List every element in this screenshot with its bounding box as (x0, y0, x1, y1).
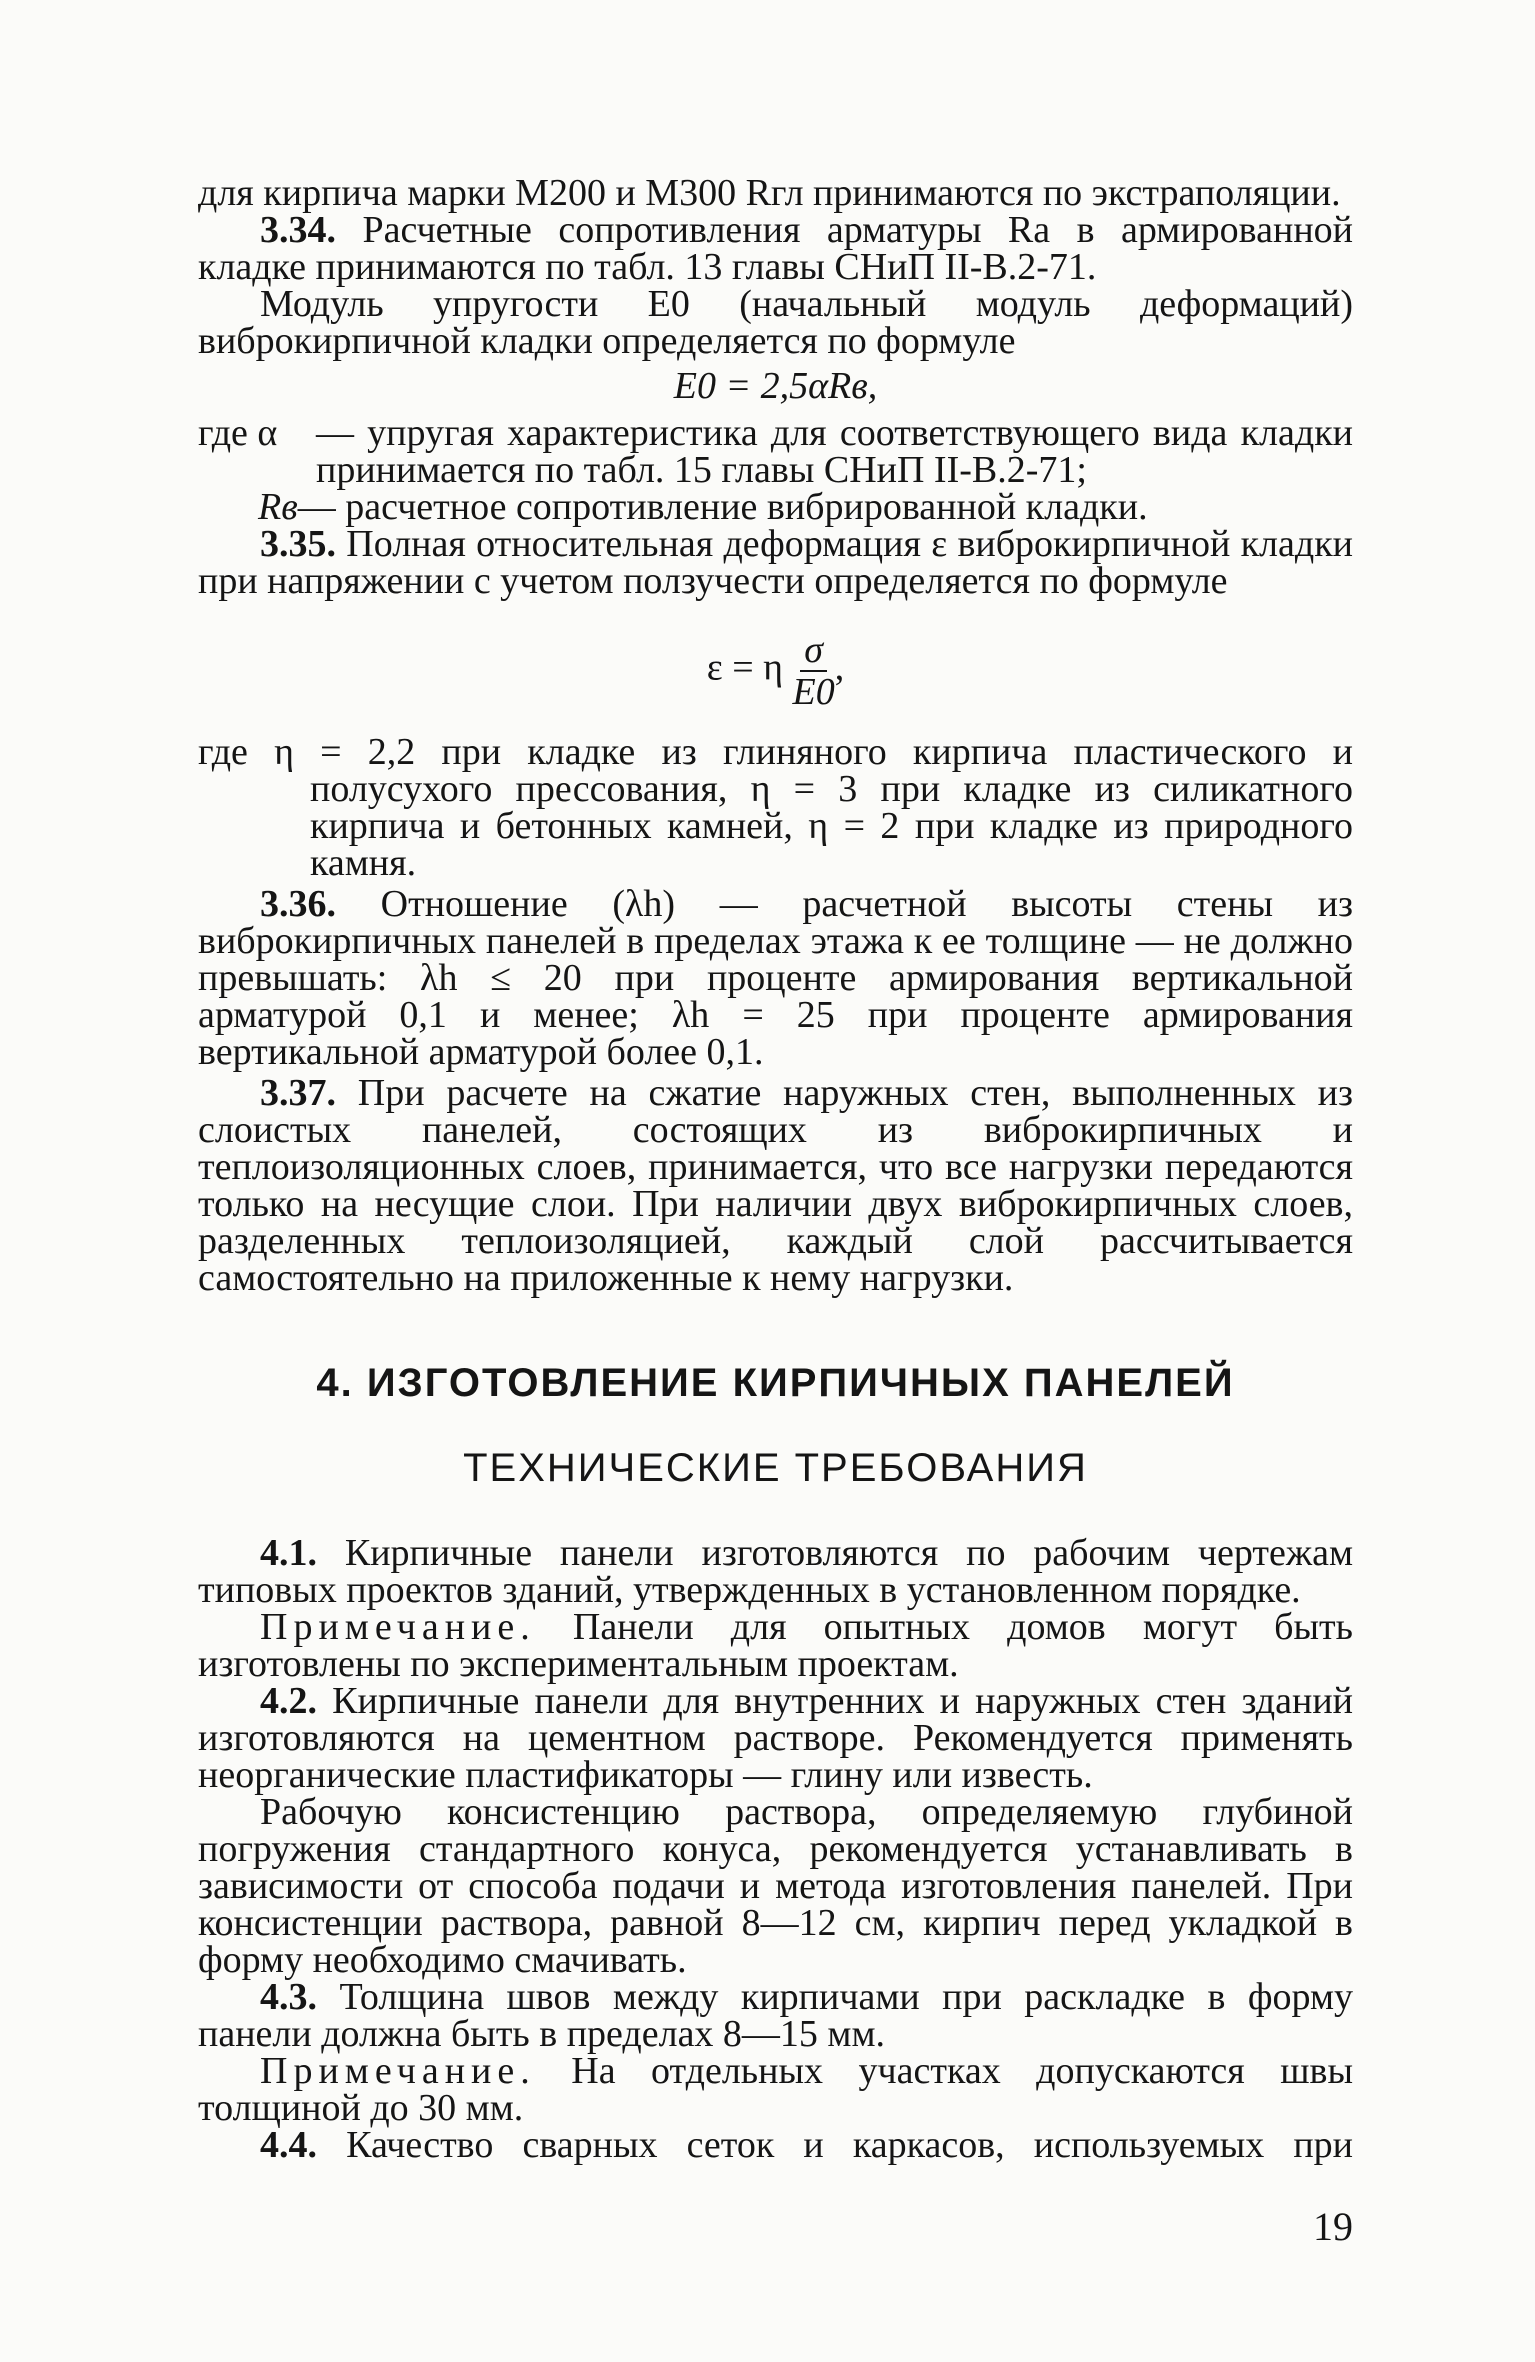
clause-4-3 (198, 1976, 1354, 2055)
where-rb-label: Rв (258, 486, 298, 528)
clause-number: 3.36. (260, 883, 336, 925)
where-eta: где η = 2,2 при кладке из глиняного кирпича пластического и полусухого прессования, η = 3 при кладке из силикатного кирпича и бетонных камней, η = 2 при кладке из природного камня. (198, 731, 1353, 884)
subsection-title: ТЕХНИЧЕСКИЕ ТРЕБОВАНИЯ (463, 1446, 1088, 1490)
clause-3-37 (198, 1072, 1353, 1299)
where-alpha-label: где α (198, 412, 278, 454)
clause-text: При расчете на сжатие наружных стен, выполненных из слоистых панелей, состоящих из виброкирпичных и теплоизоляционных слоев, принимается, что все нагрузки передаются только на несущие слои. При наличии двух виброкирпичных слоев, разделенных теплоизоляцией, каждый слой рассчитывается самостоятельно на приложенные к нему нагрузки. (198, 1072, 1353, 1299)
note-label: Примечание. (260, 2050, 536, 2092)
clause-4-4 (198, 2124, 1353, 2166)
formula-epsilon (198, 630, 1353, 712)
clause-number: 3.34. (260, 209, 336, 251)
clause-number: 3.35. (260, 523, 336, 565)
clause-text: Толщина швов между кирпичами при раскладке в форму панели должна быть в пределах 8—15 мм. (198, 1976, 1354, 2055)
clause-3-35 (198, 523, 1354, 602)
note-label: Примечание. (260, 1606, 536, 1648)
clause-number: 4.1. (260, 1532, 317, 1574)
clause-number: 4.3. (260, 1976, 317, 2018)
where-alpha (198, 412, 1353, 491)
clause-text: Полная относительная деформация ε виброкирпичной кладки при напряжении с учетом ползучести определяется по формуле (198, 523, 1354, 602)
where-rb-text: — расчетное сопротивление вибрированной кладки. (297, 486, 1148, 528)
formula-e0: E0 = 2,5αRв, (673, 365, 878, 407)
text-column (198, 172, 1354, 2166)
clause-number: 4.2. (260, 1680, 317, 1722)
section-title: 4. ИЗГОТОВЛЕНИЕ КИРПИЧНЫХ ПАНЕЛЕЙ (316, 1361, 1235, 1405)
clause-text: Кирпичные панели для внутренних и наружных стен зданий изготовляются на цементном растворе. Рекомендуется применять неорганические пластификаторы — глину или известь. (198, 1680, 1354, 1796)
fraction-numerator: σ (800, 630, 827, 672)
where-alpha-text: — упругая характеристика для соответствующего вида кладки принимается по табл. 15 главы СНиП II-В.2-71; (316, 412, 1353, 491)
clause-text: Расчетные сопротивления арматуры Ra в армированной кладке принимаются по табл. 13 главы СНиП II-В.2-71. (198, 209, 1354, 288)
clause-4-2-continued: Рабочую консистенцию раствора, определяемую глубиной погружения стандартного конуса, рекомендуется устанавливать в зависимости от способа подачи и метода изготовления панелей. При консистенции раствора, равной 8—12 см, кирпич перед укладкой в форму необходимо смачивать. (198, 1791, 1353, 1981)
intro-paragraph: для кирпича марки М200 и М300 Rгл принимаются по экстраполяции. (198, 172, 1341, 214)
formula-lhs: ε = η (706, 646, 784, 689)
clause-text: Отношение (λh) — расчетной высоты стены из виброкирпичных панелей в пределах этажа к ее толщине — не должно превышать: λh ≤ 20 при проценте армирования вертикальной арматурой 0,1 и менее; λh = 25 при проценте армирования вертикальной арматурой более 0,1. (198, 883, 1353, 1073)
fraction-denominator: E0 (792, 671, 835, 713)
clause-number: 4.4. (260, 2124, 317, 2166)
formula-tail: , (834, 646, 845, 689)
clause-number: 3.37. (260, 1072, 336, 1114)
clause-3-34 (198, 209, 1354, 288)
clause-3-36 (198, 883, 1353, 1073)
clause-4-2 (198, 1680, 1354, 1796)
clause-text: Кирпичные панели изготовляются по рабочим чертежам типовых проектов зданий, утвержденных в установленном порядке. (198, 1532, 1353, 1611)
modulus-paragraph: Модуль упругости E0 (начальный модуль деформаций) виброкирпичной кладки определяется по формуле (198, 283, 1353, 362)
note-text: На отдельных участках допускаются швы толщиной до 30 мм. (198, 2050, 1353, 2129)
where-rb (198, 486, 1353, 528)
formula-fraction (793, 630, 835, 712)
clause-text: Качество сварных сеток и каркасов, используемых при (346, 2124, 1353, 2166)
clause-4-1 (198, 1532, 1353, 1611)
note-text: Панели для опытных домов могут быть изготовлены по экспериментальным проектам. (198, 1606, 1353, 1685)
note-2 (198, 2050, 1353, 2129)
page-number: 19 (1313, 2204, 1353, 2249)
note-1 (198, 1606, 1353, 1685)
